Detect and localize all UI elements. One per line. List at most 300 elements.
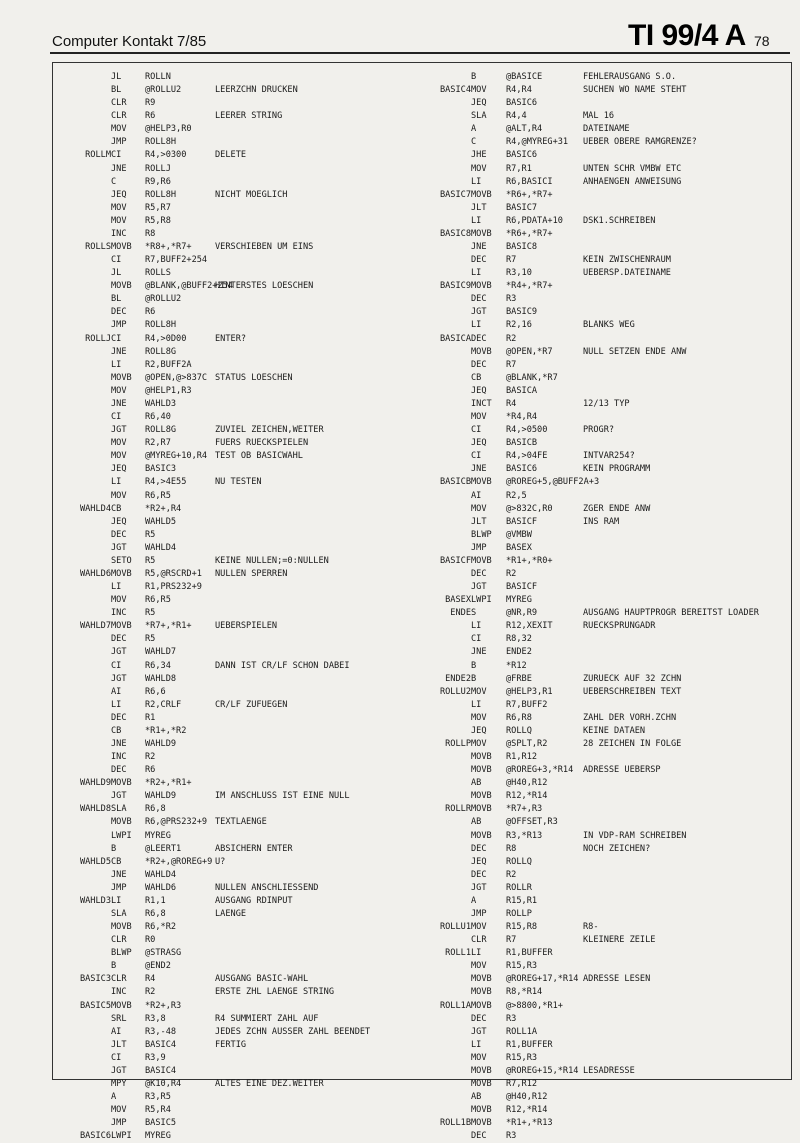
code-line bbox=[53, 372, 423, 385]
code-line bbox=[53, 398, 423, 411]
code-opcode: JNE bbox=[471, 647, 487, 658]
code-line bbox=[53, 594, 423, 607]
code-label: ROLLU1 bbox=[439, 922, 471, 933]
code-line bbox=[53, 136, 423, 149]
code-comment: ANHAENGEN ANWEISUNG bbox=[583, 176, 682, 187]
code-opcode: SRL bbox=[111, 1013, 127, 1024]
code-operand: ROLLQ bbox=[506, 725, 532, 736]
code-opcode: MOVB bbox=[471, 189, 492, 200]
code-opcode: JNE bbox=[111, 398, 127, 409]
code-label: ENDE2 bbox=[445, 673, 471, 684]
code-operand: R5 bbox=[145, 529, 156, 540]
code-operand: ENDE2 bbox=[506, 647, 532, 658]
code-comment: LEERZCHN DRUCKEN bbox=[215, 85, 298, 96]
code-operand: ROLL8H bbox=[145, 189, 177, 200]
code-line bbox=[53, 516, 423, 529]
code-line bbox=[53, 189, 423, 202]
code-operand: R2,5 bbox=[506, 490, 527, 501]
code-comment: IN VDP-RAM SCHREIBEN bbox=[583, 830, 687, 841]
code-opcode: JLT bbox=[471, 516, 487, 527]
code-operand: R3,*R13 bbox=[506, 830, 543, 841]
code-opcode: CLR bbox=[111, 935, 127, 946]
code-operand: @MYREG+10,R4 bbox=[145, 451, 208, 462]
code-operand: BASIC8 bbox=[506, 242, 538, 253]
code-operand: WAHLD4 bbox=[145, 542, 177, 553]
code-opcode: CI bbox=[111, 333, 122, 344]
code-line bbox=[423, 241, 793, 254]
code-operand: R6 bbox=[145, 111, 156, 122]
code-comment: UEBER OBERE RAMGRENZE? bbox=[583, 137, 697, 148]
code-operand: R7,R1 bbox=[506, 163, 532, 174]
code-opcode: BLWP bbox=[111, 948, 132, 959]
code-operand: *R12 bbox=[506, 660, 527, 671]
code-operand: R6,34 bbox=[145, 660, 171, 671]
code-line bbox=[423, 189, 793, 202]
code-line bbox=[53, 123, 423, 136]
code-label: ROLL1B bbox=[439, 1118, 471, 1129]
code-opcode: A bbox=[111, 1092, 117, 1103]
code-line bbox=[53, 986, 423, 999]
code-line bbox=[423, 738, 793, 751]
code-line bbox=[53, 1091, 423, 1104]
code-label: WAHLD8 bbox=[79, 804, 111, 815]
code-opcode: MOV bbox=[471, 961, 487, 972]
code-opcode: DEC bbox=[111, 634, 127, 645]
code-opcode: LI bbox=[471, 215, 482, 226]
code-line bbox=[53, 673, 423, 686]
code-comment: ZURUECK AUF 32 ZCHN bbox=[583, 673, 682, 684]
code-operand: *R6+,*R7+ bbox=[506, 189, 553, 200]
code-comment: BLANKS WEG bbox=[583, 320, 635, 331]
code-opcode: LI bbox=[471, 699, 482, 710]
code-opcode: MOVB bbox=[471, 974, 492, 985]
code-line bbox=[423, 372, 793, 385]
code-operand: R2,R7 bbox=[145, 438, 171, 449]
code-label: BASICF bbox=[439, 555, 471, 566]
code-comment: 12/13 TYP bbox=[583, 398, 630, 409]
code-line bbox=[423, 895, 793, 908]
code-label: ROLLM bbox=[85, 150, 111, 161]
code-comment: DATEINAME bbox=[583, 124, 630, 135]
code-comment: 28 ZEICHEN IN FOLGE bbox=[583, 738, 682, 749]
code-label: BASIC4 bbox=[439, 85, 471, 96]
code-opcode: LI bbox=[111, 477, 122, 488]
code-operand: BASIC6 bbox=[506, 98, 538, 109]
code-opcode: JMP bbox=[111, 320, 127, 331]
code-operand: @ALT,R4 bbox=[506, 124, 543, 135]
code-operand: WAHLD4 bbox=[145, 869, 177, 880]
code-line bbox=[53, 830, 423, 843]
header-rule bbox=[50, 52, 790, 54]
code-operand: *R7+,R3 bbox=[506, 804, 543, 815]
code-operand: R2 bbox=[145, 752, 156, 763]
code-opcode: A bbox=[471, 895, 477, 906]
code-opcode: DEC bbox=[471, 359, 487, 370]
code-opcode: CI bbox=[471, 425, 482, 436]
code-operand: R1,PRS232+9 bbox=[145, 582, 202, 593]
code-operand: R4,>0500 bbox=[506, 425, 548, 436]
code-line bbox=[53, 1026, 423, 1039]
code-opcode: JEQ bbox=[471, 856, 487, 867]
code-comment: UEBERSCHREIBEN TEXT bbox=[583, 686, 682, 697]
code-opcode: JGT bbox=[471, 882, 487, 893]
code-comment: FERTIG bbox=[215, 1039, 247, 1050]
code-line bbox=[423, 960, 793, 973]
code-line bbox=[53, 110, 423, 123]
code-line bbox=[53, 712, 423, 725]
code-line bbox=[423, 973, 793, 986]
code-operand: R12,*R14 bbox=[506, 791, 548, 802]
code-comment: MAL 16 bbox=[583, 111, 615, 122]
code-line bbox=[53, 1065, 423, 1078]
code-opcode: DEC bbox=[471, 294, 487, 305]
code-operand: BASIC5 bbox=[145, 1118, 177, 1129]
code-line bbox=[423, 411, 793, 424]
code-comment: CR/LF ZUFUEGEN bbox=[215, 699, 288, 710]
code-opcode: SLA bbox=[471, 111, 487, 122]
code-line bbox=[53, 751, 423, 764]
code-operand: BASICF bbox=[506, 582, 538, 593]
code-line bbox=[423, 306, 793, 319]
code-comment: TEXTLAENGE bbox=[215, 817, 267, 828]
code-operand: @H40,R12 bbox=[506, 1092, 548, 1103]
code-line bbox=[423, 450, 793, 463]
code-operand: R6,@PRS232+9 bbox=[145, 817, 208, 828]
code-comment: TEST OB BASICWAHL bbox=[215, 451, 303, 462]
code-comment: ZAHL DER VORH.ZCHN bbox=[583, 712, 677, 723]
code-operand: BASEX bbox=[506, 542, 532, 553]
code-line bbox=[53, 241, 423, 254]
code-operand: R1,R12 bbox=[506, 752, 538, 763]
code-operand: R12,XEXIT bbox=[506, 621, 553, 632]
code-line bbox=[423, 71, 793, 84]
code-line bbox=[423, 633, 793, 646]
code-operand: R2 bbox=[506, 568, 517, 579]
code-line bbox=[423, 725, 793, 738]
code-label: WAHLD4 bbox=[79, 503, 111, 514]
code-opcode: DEC bbox=[111, 307, 127, 318]
code-operand: R6 bbox=[145, 307, 156, 318]
code-operand: @ROREG+3,*R14 bbox=[506, 765, 574, 776]
code-opcode: JEQ bbox=[471, 725, 487, 736]
code-comment: UEBERSPIELEN bbox=[215, 621, 278, 632]
code-label: WAHLD5 bbox=[79, 856, 111, 867]
code-line bbox=[423, 856, 793, 869]
code-line bbox=[53, 869, 423, 882]
code-opcode: JNE bbox=[111, 869, 127, 880]
code-opcode: INC bbox=[111, 987, 127, 998]
code-line bbox=[423, 359, 793, 372]
code-operand: @OPEN,*R7 bbox=[506, 346, 553, 357]
code-label: BASIC3 bbox=[79, 974, 111, 985]
code-line bbox=[53, 856, 423, 869]
code-operand: R5 bbox=[145, 608, 156, 619]
code-comment: DELETE bbox=[215, 150, 247, 161]
code-operand: @BLANK,*R7 bbox=[506, 372, 558, 383]
code-operand: *R4,R4 bbox=[506, 412, 538, 423]
code-opcode: MOVB bbox=[471, 1065, 492, 1076]
code-operand: WAHLD8 bbox=[145, 673, 177, 684]
code-line bbox=[53, 228, 423, 241]
code-opcode: AB bbox=[471, 1092, 482, 1103]
code-opcode: AB bbox=[471, 778, 482, 789]
code-operand: R1 bbox=[145, 712, 156, 723]
code-opcode: CI bbox=[111, 255, 122, 266]
code-operand: R8 bbox=[506, 843, 517, 854]
code-opcode: B bbox=[111, 843, 117, 854]
code-label: BASEX bbox=[445, 595, 471, 606]
code-opcode: MOV bbox=[471, 1052, 487, 1063]
code-operand: R4,R4 bbox=[506, 85, 532, 96]
code-operand: R15,R3 bbox=[506, 1052, 538, 1063]
code-operand: @BLANK,@BUFF2+254 bbox=[145, 281, 233, 292]
code-operand: *R2+,@ROREG+9 bbox=[145, 856, 213, 867]
code-opcode: JGT bbox=[111, 425, 127, 436]
code-line bbox=[53, 163, 423, 176]
code-operand: R6,R5 bbox=[145, 595, 171, 606]
code-line bbox=[53, 934, 423, 947]
code-label: ROLL1 bbox=[445, 948, 471, 959]
code-opcode: JNE bbox=[111, 738, 127, 749]
code-comment: AUSGANG BASIC-WAHL bbox=[215, 974, 309, 985]
code-line bbox=[423, 437, 793, 450]
code-operand: R3,10 bbox=[506, 268, 532, 279]
code-opcode: JGT bbox=[471, 1026, 487, 1037]
code-line bbox=[53, 1013, 423, 1026]
code-line bbox=[53, 555, 423, 568]
code-opcode: CLR bbox=[111, 974, 127, 985]
code-operand: R0 bbox=[145, 935, 156, 946]
code-operand: @NR,R9 bbox=[506, 608, 538, 619]
code-opcode: MOVB bbox=[111, 621, 132, 632]
code-operand: R7 bbox=[506, 359, 517, 370]
code-comment: RUECKSPRUNGADR bbox=[583, 621, 656, 632]
code-line bbox=[53, 686, 423, 699]
code-label: ROLLU2 bbox=[439, 686, 471, 697]
code-opcode: CI bbox=[111, 660, 122, 671]
code-line bbox=[423, 463, 793, 476]
code-opcode: JMP bbox=[111, 137, 127, 148]
code-opcode: CI bbox=[111, 412, 122, 423]
code-line bbox=[423, 843, 793, 856]
code-operand: @ROREG+15,*R14 bbox=[506, 1065, 579, 1076]
code-operand: ROLLN bbox=[145, 72, 171, 82]
code-line bbox=[53, 346, 423, 359]
code-line bbox=[423, 202, 793, 215]
code-opcode: MOVB bbox=[471, 765, 492, 776]
code-opcode: AI bbox=[111, 1026, 122, 1037]
code-line bbox=[423, 830, 793, 843]
code-line bbox=[423, 660, 793, 673]
code-line bbox=[53, 490, 423, 503]
code-opcode: MOV bbox=[471, 503, 487, 514]
code-line bbox=[53, 84, 423, 97]
code-line bbox=[53, 1130, 423, 1143]
code-label: WAHLD9 bbox=[79, 778, 111, 789]
code-comment: JEDES ZCHN AUSSER ZAHL BEENDET bbox=[215, 1026, 371, 1037]
code-opcode: JEQ bbox=[471, 385, 487, 396]
code-line bbox=[423, 882, 793, 895]
code-line bbox=[423, 646, 793, 659]
code-operand: *R1+,*R13 bbox=[506, 1118, 553, 1129]
code-label: BASIC5 bbox=[79, 1000, 111, 1011]
code-opcode: C bbox=[471, 137, 477, 148]
code-operand: R1,BUFFER bbox=[506, 1039, 553, 1050]
code-opcode: DEC bbox=[111, 529, 127, 540]
code-opcode: MOV bbox=[111, 202, 127, 213]
code-operand: BASIC6 bbox=[506, 150, 538, 161]
code-line bbox=[423, 385, 793, 398]
code-operand: WAHLD3 bbox=[145, 398, 177, 409]
code-operand: R9 bbox=[145, 98, 156, 109]
code-operand: R7,BUFF2+254 bbox=[145, 255, 208, 266]
code-label: ROLLR bbox=[445, 804, 471, 815]
code-operand: R4,4 bbox=[506, 111, 527, 122]
code-opcode: JGT bbox=[111, 1065, 127, 1076]
code-opcode: DEC bbox=[471, 255, 487, 266]
code-opcode: MOVB bbox=[471, 987, 492, 998]
code-line bbox=[423, 869, 793, 882]
code-comment: KEINE NULLEN;=0:NULLEN bbox=[215, 555, 329, 566]
code-opcode: JEQ bbox=[471, 98, 487, 109]
code-operand: @STRASG bbox=[145, 948, 182, 959]
code-opcode: MOV bbox=[111, 124, 127, 135]
code-opcode: SETO bbox=[111, 555, 132, 566]
code-operand: @HELP1,R3 bbox=[145, 385, 192, 396]
code-opcode: DEC bbox=[471, 1013, 487, 1024]
code-line bbox=[423, 280, 793, 293]
code-operand: @SPLT,R2 bbox=[506, 738, 548, 749]
code-label: WAHLD6 bbox=[79, 568, 111, 579]
code-opcode: JLT bbox=[471, 202, 487, 213]
code-opcode: LI bbox=[111, 699, 122, 710]
code-comment: AUSGANG RDINPUT bbox=[215, 895, 293, 906]
code-operand: @K10,R4 bbox=[145, 1079, 182, 1090]
code-label: ENDE bbox=[450, 608, 471, 619]
code-label: ROLLS bbox=[85, 242, 111, 253]
code-line bbox=[423, 816, 793, 829]
code-operand: *R2+,R4 bbox=[145, 503, 182, 514]
code-operand: @VMBW bbox=[506, 529, 532, 540]
code-opcode: MOV bbox=[111, 1105, 127, 1116]
code-comment: IM ANSCHLUSS IST EINE NULL bbox=[215, 791, 350, 802]
code-line bbox=[423, 163, 793, 176]
code-comment: FEHLERAUSGANG S.O. bbox=[583, 72, 677, 82]
code-line bbox=[53, 973, 423, 986]
publication-title: Computer Kontakt 7/85 bbox=[52, 33, 207, 50]
code-comment: SUCHEN WO NAME STEHT bbox=[583, 85, 687, 96]
code-line bbox=[423, 1013, 793, 1026]
code-operand: R5,R7 bbox=[145, 202, 171, 213]
code-operand: R7 bbox=[506, 935, 517, 946]
code-opcode: INC bbox=[111, 608, 127, 619]
code-label: BASIC7 bbox=[439, 189, 471, 200]
code-opcode: CLR bbox=[471, 935, 487, 946]
assembly-listing bbox=[52, 62, 792, 1142]
code-operand: @ROLLU2 bbox=[145, 85, 182, 96]
code-line bbox=[53, 620, 423, 633]
code-line bbox=[423, 777, 793, 790]
code-line bbox=[423, 542, 793, 555]
code-operand: R6,R8 bbox=[506, 712, 532, 723]
code-line bbox=[423, 1117, 793, 1130]
code-opcode: CLR bbox=[111, 98, 127, 109]
computer-brand-title: TI 99/4 A bbox=[628, 19, 746, 52]
code-operand: @END2 bbox=[145, 961, 171, 972]
code-opcode: B bbox=[471, 673, 477, 684]
code-line bbox=[423, 581, 793, 594]
code-line bbox=[53, 202, 423, 215]
code-comment: INTVAR254? bbox=[583, 451, 635, 462]
code-comment: UEBERSP.DATEINAME bbox=[583, 268, 671, 279]
code-line bbox=[423, 594, 793, 607]
code-opcode: JL bbox=[111, 72, 122, 82]
code-line bbox=[53, 542, 423, 555]
code-line bbox=[423, 908, 793, 921]
code-operand: ROLLP bbox=[506, 909, 532, 919]
code-operand: *R2+,R3 bbox=[145, 1000, 182, 1011]
code-operand: R4 bbox=[145, 974, 156, 985]
code-opcode: C bbox=[111, 176, 117, 187]
code-opcode: JMP bbox=[111, 1118, 127, 1129]
code-opcode: MOVB bbox=[471, 281, 492, 292]
code-operand: R6,6 bbox=[145, 686, 166, 697]
code-line bbox=[53, 176, 423, 189]
code-line bbox=[423, 686, 793, 699]
code-line bbox=[53, 319, 423, 332]
code-comment: ABSICHERN ENTER bbox=[215, 843, 293, 854]
code-line bbox=[53, 790, 423, 803]
code-operand: R5,R8 bbox=[145, 215, 171, 226]
code-line bbox=[423, 476, 793, 489]
code-opcode: JEQ bbox=[111, 464, 127, 475]
code-operand: BASIC6 bbox=[506, 464, 538, 475]
code-operand: @H40,R12 bbox=[506, 778, 548, 789]
code-line bbox=[53, 476, 423, 489]
code-line bbox=[53, 568, 423, 581]
code-operand: R3,8 bbox=[145, 1013, 166, 1024]
code-operand: @HELP3,R1 bbox=[506, 686, 553, 697]
code-comment: NU TESTEN bbox=[215, 477, 262, 488]
code-operand: R4,@MYREG+31 bbox=[506, 137, 569, 148]
code-operand: R4,>0D00 bbox=[145, 333, 187, 344]
code-line bbox=[53, 267, 423, 280]
code-operand: R6,*R2 bbox=[145, 922, 177, 933]
code-operand: @LEERT1 bbox=[145, 843, 182, 854]
code-line bbox=[423, 921, 793, 934]
code-line bbox=[423, 503, 793, 516]
code-operand: R3 bbox=[506, 1131, 517, 1142]
code-opcode: MOVB bbox=[111, 281, 132, 292]
code-opcode: MOVB bbox=[471, 752, 492, 763]
code-opcode: JNE bbox=[111, 346, 127, 357]
code-operand: ROLL8G bbox=[145, 425, 177, 436]
code-opcode: INCT bbox=[471, 398, 492, 409]
code-operand: R2 bbox=[145, 987, 156, 998]
code-operand: WAHLD5 bbox=[145, 516, 177, 527]
code-line bbox=[423, 228, 793, 241]
code-comment: LAENGE bbox=[215, 909, 247, 919]
code-line bbox=[423, 1052, 793, 1065]
code-opcode: LWPI bbox=[471, 595, 492, 606]
code-line bbox=[53, 385, 423, 398]
code-opcode: LWPI bbox=[111, 830, 132, 841]
code-operand: R15,R3 bbox=[506, 961, 538, 972]
code-operand: R7 bbox=[506, 255, 517, 266]
code-line bbox=[423, 123, 793, 136]
code-opcode: JMP bbox=[471, 909, 487, 919]
code-operand: BASIC7 bbox=[506, 202, 538, 213]
